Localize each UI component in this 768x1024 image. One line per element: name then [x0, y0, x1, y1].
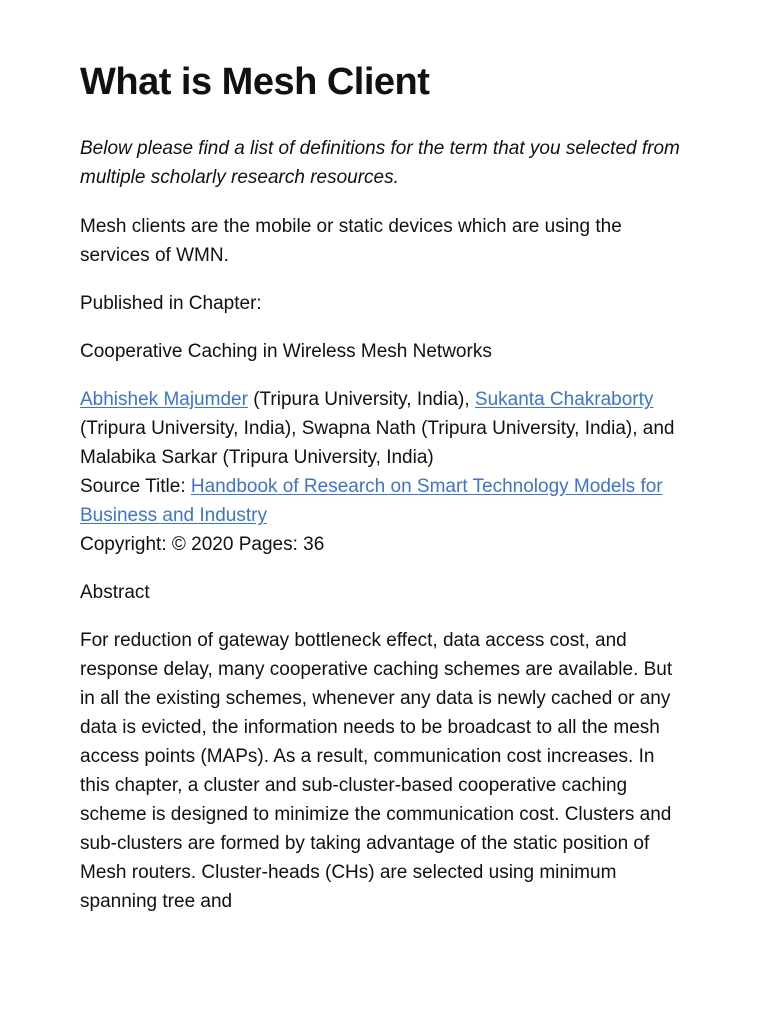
authors-rest: (Tripura University, India), Swapna Nath (Tripura University, India), and Malabika Sarkar (Tripura University, India) — [80, 418, 675, 468]
published-label: Published in Chapter: — [80, 293, 262, 314]
citation-block — [80, 385, 688, 559]
source-label: Source Title: — [80, 476, 191, 497]
author-link-abhishek-majumder[interactable]: Abhishek Majumder — [80, 389, 248, 410]
author1-affiliation: (Tripura University, India), — [247, 389, 475, 410]
definition-text: Mesh clients are the mobile or static devices which are using the services of WMN. — [80, 216, 622, 266]
author-link-sukanta-chakraborty[interactable]: Sukanta Chakraborty — [474, 389, 654, 410]
abstract-text: For reduction of gateway bottleneck effect, data access cost, and response delay, many cooperative caching schemes are available. But in all the existing schemes, whenever any data is newly cached or any data is evicted, the information needs to be broadcast to all the mesh access points (MAPs). As a result, communication cost increases. In this chapter, a cluster and sub-cluster-based cooperative caching scheme is designed to minimize the communication cost. Clusters and sub-clusters are formed by taking advantage of the static position of Mesh routers. Cluster-heads (CHs) are selected using minimum spanning tree and — [80, 630, 673, 912]
chapter-title: Cooperative Caching in Wireless Mesh Networks — [80, 341, 492, 362]
intro-text: Below please find a list of definitions for the term that you selected from multiple scholarly research resources. — [80, 138, 680, 188]
copyright-text: Copyright: © 2020 Pages: 36 — [80, 534, 325, 555]
source-title-link[interactable]: Handbook of Research on Smart Technology Models for Business and Industry — [80, 476, 663, 526]
abstract-heading: Abstract — [80, 582, 150, 603]
page-title: What is Mesh Client — [80, 61, 430, 103]
